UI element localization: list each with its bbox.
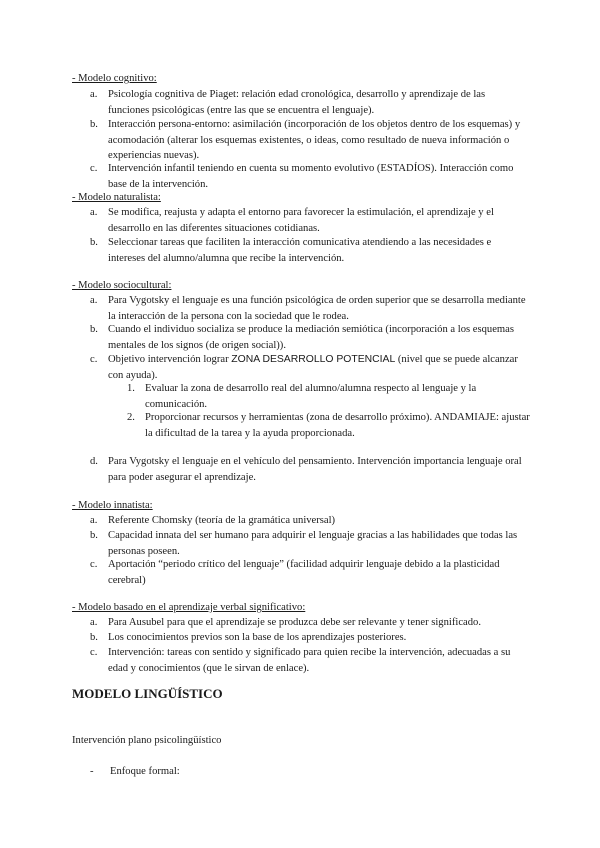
list-item: Para Vygotsky el lenguaje es una función psicológica de orden superior que se desarrolla mediante la interacción de la persona con la sociedad que le rodea. (108, 295, 526, 322)
list-item: Capacidad innata del ser humano para adquirir el lenguaje gracias a las habilidades que todas las personas poseen. (108, 530, 518, 557)
list-item: Aportación “periodo crítico del lenguaje” (facilidad adquirir lenguaje debido a la plasticidad cerebral) (108, 559, 500, 586)
heading-modelo-cognitivo: - Modelo cognitivo: (72, 73, 157, 84)
list-marker: b. (90, 324, 98, 335)
list-item: Para Vygotsky el lenguaje en el vehículo del pensamiento. Intervención importancia lenguaje oral para poder asegurar el aprendizaje. (108, 456, 522, 483)
heading-modelo-innatista: - Modelo innatista: (72, 500, 153, 511)
list-marker: c. (90, 163, 98, 174)
list-marker: a. (90, 89, 98, 100)
subtitle-text: Intervención plano psicolingüístico (72, 735, 222, 746)
list-item-text: (nivel que se puede alcanzar con ayuda). (108, 354, 518, 381)
sublist-marker: 1. (127, 383, 135, 394)
list-marker: a. (90, 295, 98, 306)
heading-modelo-sociocultural: - Modelo sociocultural: (72, 280, 172, 291)
list-item: Intervención: tareas con sentido y significado para quien recibe la intervención, adecuadas a su edad y conocimientos (que le sirvan de enlace). (108, 647, 511, 674)
bullet-marker: - (90, 766, 94, 777)
list-item: Se modifica, reajusta y adapta el entorno para favorecer la estimulación, el aprendizaje y el desarrollo en las diferentes situaciones cotidianas. (108, 207, 494, 234)
list-item-text: Objetivo intervención lograr (108, 354, 232, 365)
list-item: Cuando el individuo socializa se produce la mediación semiótica (incorporación a los esquemas mentales de los signos (de origen social)). (108, 324, 514, 351)
sublist-marker: 2. (127, 412, 135, 423)
sublist-item: Proporcionar recursos y herramientas (zona de desarrollo próximo). ANDAMIAJE: ajustar la dificultad de la tarea y la ayuda proporcionada. (145, 412, 530, 439)
list-marker: d. (90, 456, 98, 467)
list-item: Para Ausubel para que el aprendizaje se produzca debe ser relevante y tener significado. (108, 617, 481, 628)
bullet-text: Enfoque formal: (110, 766, 180, 777)
heading-modelo-naturalista: - Modelo naturalista: (72, 192, 161, 203)
list-marker: b. (90, 237, 98, 248)
list-item (108, 352, 528, 383)
list-marker: c. (90, 354, 98, 365)
list-item: Referente Chomsky (teoría de la gramática universal) (108, 515, 336, 526)
list-marker: c. (90, 559, 98, 570)
list-marker: a. (90, 617, 98, 628)
list-marker: b. (90, 119, 98, 130)
list-marker: a. (90, 207, 98, 218)
list-item: Interacción persona-entorno: asimilación (incorporación de los objetos dentro de los esquemas) y acomodación (alterar los esquemas existentes, o ideas, como resultado de nueva información o experiencias nuevas). (108, 119, 521, 161)
list-item: Los conocimientos previos son la base de los aprendizajes posteriores. (108, 632, 407, 643)
list-item: Seleccionar tareas que faciliten la interacción comunicativa atendiendo a las necesidades e intereses del alumno/alumna que recibe la intervención. (108, 237, 492, 264)
heading-modelo-aprendizaje-verbal: - Modelo basado en el aprendizaje verbal significativo: (72, 602, 306, 613)
list-marker: b. (90, 530, 98, 541)
list-marker: a. (90, 515, 98, 526)
section-title: MODELO LINGÜÍSTICO (72, 686, 223, 701)
sublist-item: Evaluar la zona de desarrollo real del alumno/alumna respecto al lenguaje y la comunicación. (145, 383, 477, 410)
list-item-emphasis: ZONA DESARROLLO POTENCIAL (231, 354, 396, 365)
list-marker: c. (90, 647, 98, 658)
list-item: Psicología cognitiva de Piaget: relación edad cronológica, desarrollo y aprendizaje de las funciones psicológicas (entre las que se encuentra el lenguaje). (108, 89, 486, 116)
list-marker: b. (90, 632, 98, 643)
list-item: Intervención infantil teniendo en cuenta su momento evolutivo (ESTADÍOS). Interacción como base de la intervención. (108, 163, 514, 190)
